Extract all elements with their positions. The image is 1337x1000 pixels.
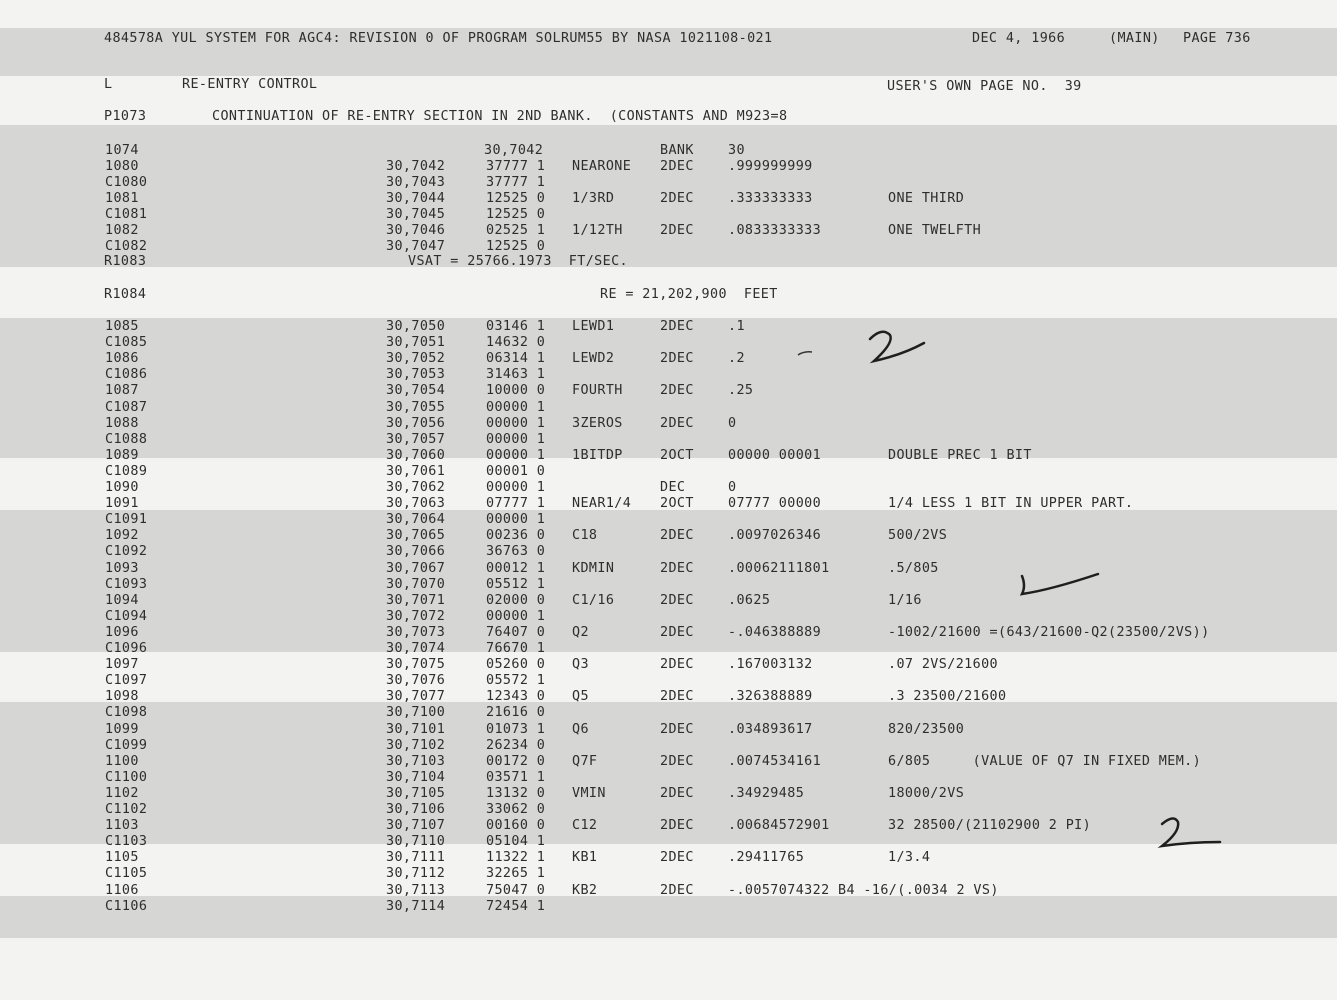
location: 30,7113	[386, 882, 446, 898]
location: 30,7057	[386, 431, 446, 447]
location: 30,7064	[386, 512, 446, 528]
opcode: 2DEC	[660, 753, 694, 769]
remark-line: VSAT = 25766.1973 FT/SEC.	[408, 254, 629, 269]
listing-line	[0, 850, 1337, 866]
listing-line	[0, 834, 1337, 850]
octal-word: 05572 1	[486, 673, 546, 689]
octal-word: 36763 0	[486, 544, 546, 560]
card-number: 1080	[105, 159, 139, 174]
location: 30,7106	[386, 802, 446, 817]
location: 30,7111	[386, 850, 446, 866]
location: 30,7101	[386, 721, 446, 737]
listing-line	[0, 367, 1337, 383]
listing-line	[0, 416, 1337, 432]
card-number: 1092	[105, 528, 139, 544]
location: 30,7056	[386, 415, 446, 431]
listing-line	[0, 722, 1337, 738]
listing-line	[0, 625, 1337, 641]
label: Q5	[572, 689, 589, 705]
label: KB1	[572, 850, 598, 866]
location: 30,7046	[386, 223, 446, 238]
location: 30,7070	[386, 576, 446, 592]
label: NEAR1/4	[572, 496, 632, 512]
octal-word: 26234 0	[486, 737, 546, 753]
octal-word: 01073 1	[486, 721, 546, 737]
listing-line	[0, 528, 1337, 544]
card-number: C1098	[105, 705, 148, 721]
comment: -1002/21600 =(643/21600-Q2(23500/2VS))	[888, 624, 1210, 640]
card-number: C1094	[105, 608, 148, 624]
remark-line: CONTINUATION OF RE-ENTRY SECTION IN 2ND BANK. (CONSTANTS AND M923=8	[212, 109, 788, 124]
location: 30,7065	[386, 528, 446, 544]
label: Q2	[572, 624, 589, 640]
card-number: C1106	[105, 898, 148, 914]
listing-line	[0, 883, 1337, 899]
octal-word: 00160 0	[486, 818, 546, 834]
label: KB2	[572, 882, 598, 898]
opcode: 2DEC	[660, 850, 694, 866]
operand: .1	[728, 319, 745, 334]
label: KDMIN	[572, 560, 615, 576]
octal-word: 76407 0	[486, 624, 546, 640]
card-number: C1099	[105, 737, 148, 753]
octal-word: 00000 1	[486, 415, 546, 431]
listing-title: 484578A YUL SYSTEM FOR AGC4: REVISION 0 OF PROGRAM SOLRUM55 BY NASA 1021108-021	[104, 31, 773, 46]
octal-word: 03146 1	[486, 319, 546, 334]
listing-line	[0, 754, 1337, 770]
octal-word: 72454 1	[486, 898, 546, 914]
comment: 1/4 LESS 1 BIT IN UPPER PART.	[888, 496, 1134, 512]
octal-word: 05260 0	[486, 657, 546, 673]
operand: .0833333333	[728, 223, 822, 238]
card-number: 1089	[105, 447, 139, 463]
remark-line: RE = 21,202,900 FEET	[600, 287, 778, 302]
octal-word: 00000 1	[486, 512, 546, 528]
listing-line	[0, 351, 1337, 367]
listing-line	[0, 335, 1337, 351]
location: 30,7110	[386, 834, 446, 850]
card-number: 1082	[105, 223, 139, 238]
handwritten-mark	[1010, 568, 1110, 608]
octal-word: 76670 1	[486, 641, 546, 656]
card-number: 1088	[105, 415, 139, 431]
label: Q7F	[572, 753, 598, 769]
listing-line	[0, 496, 1337, 512]
card-number: 1087	[105, 383, 139, 399]
listing-line	[0, 191, 1337, 207]
listing-line	[0, 207, 1337, 223]
listing-line	[0, 239, 1337, 255]
card-number: C1088	[105, 431, 148, 447]
operand: .0074534161	[728, 753, 822, 769]
card-number: 1074	[105, 143, 139, 158]
card-number: C1096	[105, 641, 148, 656]
listing-line	[0, 448, 1337, 464]
octal-word: 21616 0	[486, 705, 546, 721]
listing-line	[0, 738, 1337, 754]
octal-word: 12525 0	[486, 239, 546, 254]
log-marker: L	[104, 77, 113, 92]
octal-word: 02525 1	[486, 223, 546, 238]
operand: 00000 00001	[728, 447, 822, 463]
label: C12	[572, 818, 598, 834]
opcode: 2DEC	[660, 415, 694, 431]
octal-word: 00000 1	[486, 608, 546, 624]
label: 3ZEROS	[572, 415, 623, 431]
octal-word: 00000 1	[486, 447, 546, 463]
opcode: 2DEC	[660, 818, 694, 834]
opcode: 2DEC	[660, 383, 694, 399]
operand: 07777 00000	[728, 496, 822, 512]
opcode: 2DEC	[660, 657, 694, 673]
label: Q6	[572, 721, 589, 737]
location: 30,7073	[386, 624, 446, 640]
opcode: BANK	[660, 143, 694, 158]
card-number: C1105	[105, 866, 148, 882]
octal-word: 37777 1	[486, 159, 546, 174]
comment: .07 2VS/21600	[888, 657, 999, 673]
listing-line	[0, 400, 1337, 416]
location: 30,7050	[386, 319, 446, 334]
operand: .00062111801	[728, 560, 830, 576]
listing-line	[0, 464, 1337, 480]
octal-word: 02000 0	[486, 592, 546, 608]
listing-line	[0, 657, 1337, 673]
listing-line	[0, 383, 1337, 399]
operand: .00684572901	[728, 818, 830, 834]
card-number: C1092	[105, 544, 148, 560]
opcode: 2DEC	[660, 785, 694, 801]
card-number: 1105	[105, 850, 139, 866]
comment: 1/3.4	[888, 850, 931, 866]
octal-word: 37777 1	[486, 175, 546, 190]
listing-line	[0, 802, 1337, 818]
location: 30,7061	[386, 463, 446, 479]
location: 30,7053	[386, 367, 446, 383]
operand: .29411765	[728, 850, 805, 866]
label: NEARONE	[572, 159, 632, 174]
operand: .333333333	[728, 191, 813, 206]
listing-line	[0, 512, 1337, 528]
card-number: 1081	[105, 191, 139, 206]
card-number: C1085	[105, 335, 148, 351]
location: 30,7100	[386, 705, 446, 721]
listing-line	[0, 432, 1337, 448]
octal-word: 30,7042	[484, 143, 544, 158]
operand: 0	[728, 415, 737, 431]
operand: -.0057074322 B4 -16/(.0034 2 VS)	[728, 882, 999, 898]
location: 30,7063	[386, 496, 446, 512]
card-number: R1084	[104, 287, 147, 302]
label: FOURTH	[572, 383, 623, 399]
card-number: 1106	[105, 882, 139, 898]
card-number: 1094	[105, 592, 139, 608]
label: 1BITDP	[572, 447, 623, 463]
opcode: 2DEC	[660, 191, 694, 206]
opcode: 2DEC	[660, 689, 694, 705]
operand: .999999999	[728, 159, 813, 174]
octal-word: 00000 1	[486, 431, 546, 447]
location: 30,7105	[386, 785, 446, 801]
octal-word: 75047 0	[486, 882, 546, 898]
octal-word: 12525 0	[486, 207, 546, 222]
card-number: C1081	[105, 207, 148, 222]
card-number: 1102	[105, 785, 139, 801]
operand: .326388889	[728, 689, 813, 705]
listing-line	[0, 770, 1337, 786]
location: 30,7072	[386, 608, 446, 624]
card-number: R1083	[104, 254, 147, 269]
location: 30,7114	[386, 898, 446, 914]
comment: ONE THIRD	[888, 191, 965, 206]
opcode: 2OCT	[660, 447, 694, 463]
label: Q3	[572, 657, 589, 673]
location: 30,7107	[386, 818, 446, 834]
label: 1/3RD	[572, 191, 615, 206]
card-number: 1100	[105, 753, 139, 769]
listing-line	[0, 866, 1337, 882]
label: VMIN	[572, 785, 606, 801]
octal-word: 32265 1	[486, 866, 546, 882]
location: 30,7047	[386, 239, 446, 254]
opcode: 2DEC	[660, 319, 694, 334]
listing-line	[0, 899, 1337, 915]
listing-section: (MAIN)	[1109, 31, 1160, 46]
octal-word: 00012 1	[486, 560, 546, 576]
handwritten-mark	[790, 325, 940, 370]
users-page-number: USER'S OWN PAGE NO. 39	[887, 79, 1082, 94]
opcode: 2DEC	[660, 882, 694, 898]
octal-word: 11322 1	[486, 850, 546, 866]
opcode: 2DEC	[660, 528, 694, 544]
location: 30,7044	[386, 191, 446, 206]
octal-word: 13132 0	[486, 785, 546, 801]
card-number: 1099	[105, 721, 139, 737]
location: 30,7112	[386, 866, 446, 882]
octal-word: 33062 0	[486, 802, 546, 817]
operand: .167003132	[728, 657, 813, 673]
card-number: C1097	[105, 673, 148, 689]
octal-word: 00000 1	[486, 480, 546, 495]
location: 30,7077	[386, 689, 446, 705]
location: 30,7067	[386, 560, 446, 576]
location: 30,7051	[386, 335, 446, 351]
location: 30,7076	[386, 673, 446, 689]
location: 30,7074	[386, 641, 446, 656]
operand: -.046388889	[728, 624, 822, 640]
octal-word: 31463 1	[486, 367, 546, 383]
card-number: C1087	[105, 399, 148, 415]
location: 30,7042	[386, 159, 446, 174]
location: 30,7071	[386, 592, 446, 608]
operand: 30	[728, 143, 745, 158]
octal-word: 12525 0	[486, 191, 546, 206]
opcode: 2DEC	[660, 560, 694, 576]
listing-line	[0, 561, 1337, 577]
comment: 18000/2VS	[888, 785, 965, 801]
opcode: DEC	[660, 480, 686, 495]
octal-word: 00172 0	[486, 753, 546, 769]
card-number: C1102	[105, 802, 148, 817]
comment: ONE TWELFTH	[888, 223, 982, 238]
octal-word: 12343 0	[486, 689, 546, 705]
listing-line	[0, 544, 1337, 560]
card-number: C1091	[105, 512, 148, 528]
location: 30,7043	[386, 175, 446, 190]
listing-line	[0, 577, 1337, 593]
octal-word: 05104 1	[486, 834, 546, 850]
location: 30,7104	[386, 769, 446, 785]
comment: DOUBLE PREC 1 BIT	[888, 447, 1032, 463]
octal-word: 00001 0	[486, 463, 546, 479]
log-section-title: RE-ENTRY CONTROL	[182, 77, 318, 92]
comment: 6/805 (VALUE OF Q7 IN FIXED MEM.)	[888, 753, 1202, 769]
location: 30,7045	[386, 207, 446, 222]
comment: 1/16	[888, 592, 922, 608]
listing-line	[0, 673, 1337, 689]
octal-word: 00236 0	[486, 528, 546, 544]
card-number: C1103	[105, 834, 148, 850]
label: C18	[572, 528, 598, 544]
operand: .0097026346	[728, 528, 822, 544]
card-number: P1073	[104, 109, 147, 124]
listing-line	[0, 175, 1337, 191]
card-number: C1093	[105, 576, 148, 592]
operand: .34929485	[728, 785, 805, 801]
card-number: 1091	[105, 496, 139, 512]
card-number: C1080	[105, 175, 148, 190]
operand: 0	[728, 480, 737, 495]
listing-line	[0, 143, 1337, 159]
card-number: C1082	[105, 239, 148, 254]
location: 30,7075	[386, 657, 446, 673]
opcode: 2DEC	[660, 624, 694, 640]
comment: .3 23500/21600	[888, 689, 1007, 705]
listing-line	[0, 705, 1337, 721]
comment: 820/23500	[888, 721, 965, 737]
listing-line	[0, 818, 1337, 834]
location: 30,7062	[386, 480, 446, 495]
card-number: 1085	[105, 319, 139, 334]
card-number: 1098	[105, 689, 139, 705]
location: 30,7060	[386, 447, 446, 463]
label: LEWD1	[572, 319, 615, 334]
label: 1/12TH	[572, 223, 623, 238]
operand: .034893617	[728, 721, 813, 737]
octal-word: 06314 1	[486, 351, 546, 367]
comment: 32 28500/(21102900 2 PI)	[888, 818, 1092, 834]
operand: .0625	[728, 592, 771, 608]
octal-word: 03571 1	[486, 769, 546, 785]
listing-line	[0, 689, 1337, 705]
location: 30,7102	[386, 737, 446, 753]
listing-line	[0, 319, 1337, 335]
card-number: 1090	[105, 480, 139, 495]
listing-line	[0, 159, 1337, 175]
card-number: 1086	[105, 351, 139, 367]
listing-line	[0, 480, 1337, 496]
opcode: 2DEC	[660, 159, 694, 174]
card-number: 1093	[105, 560, 139, 576]
opcode: 2DEC	[660, 592, 694, 608]
listing-line	[0, 609, 1337, 625]
card-number: 1097	[105, 657, 139, 673]
opcode: 2OCT	[660, 496, 694, 512]
label: C1/16	[572, 592, 615, 608]
listing-line	[0, 641, 1337, 657]
octal-word: 07777 1	[486, 496, 546, 512]
card-number: C1100	[105, 769, 148, 785]
opcode: 2DEC	[660, 223, 694, 238]
listing-line	[0, 223, 1337, 239]
listing-date: DEC 4, 1966	[972, 31, 1066, 46]
handwritten-mark	[1150, 812, 1230, 856]
opcode: 2DEC	[660, 351, 694, 367]
card-number: C1089	[105, 463, 148, 479]
location: 30,7052	[386, 351, 446, 367]
octal-word: 10000 0	[486, 383, 546, 399]
card-number: 1096	[105, 624, 139, 640]
comment: .5/805	[888, 560, 939, 576]
listing-page-number: PAGE 736	[1183, 31, 1251, 46]
location: 30,7054	[386, 383, 446, 399]
octal-word: 00000 1	[486, 399, 546, 415]
operand: .2	[728, 351, 745, 367]
card-number: C1086	[105, 367, 148, 383]
octal-word: 14632 0	[486, 335, 546, 351]
location: 30,7066	[386, 544, 446, 560]
operand: .25	[728, 383, 754, 399]
listing-line	[0, 786, 1337, 802]
label: LEWD2	[572, 351, 615, 367]
card-number: 1103	[105, 818, 139, 834]
listing-line	[0, 593, 1337, 609]
comment: 500/2VS	[888, 528, 948, 544]
location: 30,7055	[386, 399, 446, 415]
opcode: 2DEC	[660, 721, 694, 737]
location: 30,7103	[386, 753, 446, 769]
octal-word: 05512 1	[486, 576, 546, 592]
